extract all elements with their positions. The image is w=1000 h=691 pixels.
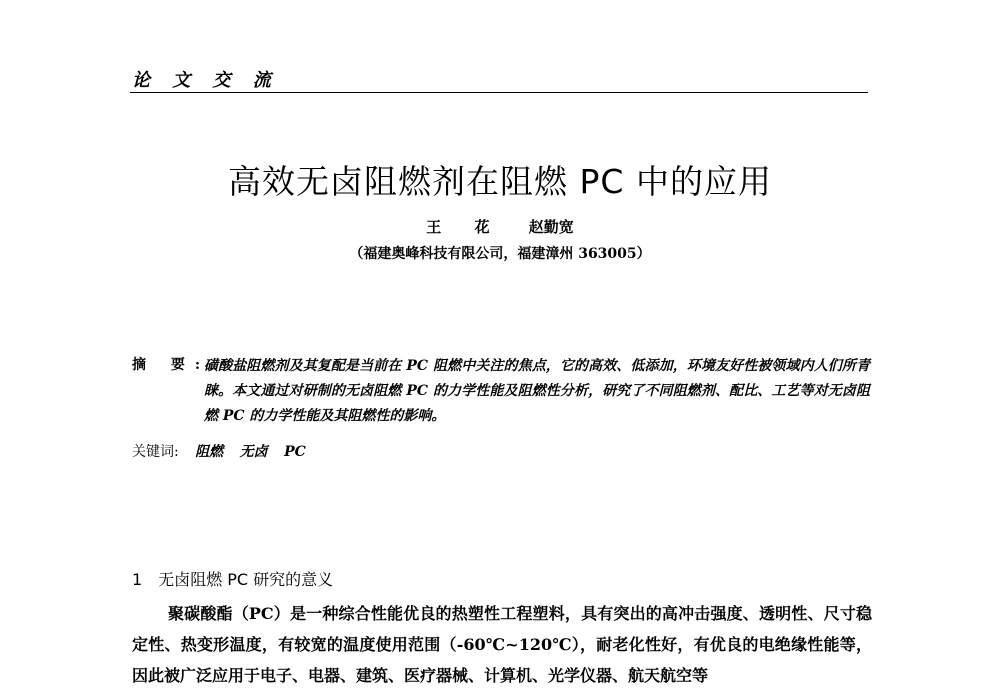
keyword: PC xyxy=(284,444,306,460)
keywords-label: 关键词: xyxy=(132,444,179,460)
author-affiliation: （福建奥峰科技有限公司，福建漳州 363005） xyxy=(349,246,651,262)
abstract-block xyxy=(132,354,870,429)
keyword: 阻燃 xyxy=(195,444,224,460)
section-heading xyxy=(132,567,333,590)
keyword: 无卤 xyxy=(239,444,268,460)
section-number: 1 xyxy=(132,570,143,589)
author-list xyxy=(0,216,1000,237)
author-name: 王 花 xyxy=(426,218,504,236)
paper-title: 高效无卤阻燃剂在阻燃 PC 中的应用 xyxy=(228,162,772,201)
abstract-label: 摘 要: xyxy=(132,357,211,373)
header-divider xyxy=(130,92,868,93)
keywords-line xyxy=(132,441,306,461)
abstract-text: 磺酸盐阻燃剂及其复配是当前在 PC 阻燃中关注的焦点，它的高效、低添加，环境友好性被领域内人们所青睐。本文通过对研制的无卤阻燃 PC 的力学性能及阻燃性分析，研究了不同阻燃剂、配比、工艺等对无卤阻燃 PC 的力学性能及其阻燃性的影响。 xyxy=(204,358,870,424)
author-name: 赵勤宽 xyxy=(528,218,574,236)
section-title: 无卤阻燃 PC 研究的意义 xyxy=(158,570,334,589)
journal-section-label: 论 文 交 流 xyxy=(132,70,279,91)
section-paragraph: 聚碳酸酯（PC）是一种综合性能优良的热塑性工程塑料，具有突出的高冲击强度、透明性、尺寸稳定性、热变形温度，有较宽的温度使用范围（-60℃~120℃），耐老化性好，有优良的电绝缘性能等，因此被广泛应用于电子、电器、建筑、医疗器械、计算机、光学仪器、航天航空等 xyxy=(132,604,872,685)
